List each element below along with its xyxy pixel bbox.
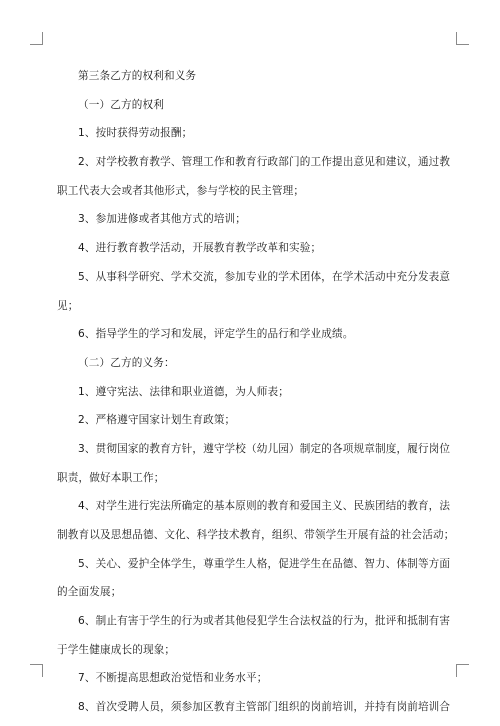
paragraph-line: 5、关心、爱护全体学生，尊重学生人格，促进学生在品德、智力、体制等方面 [78, 557, 451, 570]
paragraph-line: 1、遵守宪法、法律和职业道德，为人师表； [78, 385, 290, 398]
crop-mark-top-left [30, 32, 43, 45]
paragraph-line: 职工代表大会或者其他形式，参与学校的民主管理； [57, 184, 305, 197]
paragraph-line: 6、指导学生的学习和发展，评定学生的品行和学业成绩。 [78, 328, 354, 341]
paragraph-line: 3、参加进修或者其他方式的培训； [78, 213, 247, 226]
paragraph-line: 制教育以及思想品德、文化、科学技术教育，组织、带领学生开展有益的社会活动； [57, 529, 455, 541]
crop-mark-top-right [456, 32, 469, 45]
document-body [57, 66, 455, 726]
paragraph-line: 见； [57, 299, 79, 312]
paragraph-line: 6、制止有害于学生的行为或者其他侵犯学生合法权益的行为，批评和抵制有害 [78, 615, 451, 628]
paragraph-line: 4、对学生进行宪法所确定的基本原则的教育和爱国主义、民族团结的教育，法 [78, 500, 451, 513]
paragraph-line: 3、贯彻国家的教育方针，遵守学校（幼儿园）制定的各项规章制度，履行岗位 [78, 442, 451, 455]
paragraph-line: 4、进行教育教学活动，开展教育教学改革和实验； [78, 242, 322, 255]
paragraph-line: 2、对学校教育教学、管理工作和教育行政部门的工作提出意见和建议，通过教 [78, 156, 451, 169]
crop-mark-bottom-right [456, 664, 469, 677]
paragraph-line: 5、从事科学研究、学术交流，参加专业的学术团体，在学术活动中充分发表意 [78, 270, 451, 283]
paragraph-line: 8、首次受聘人员，须参加区教育主管部门组织的岗前培训，并持有岗前培训合 [78, 701, 451, 714]
paragraph-line: （二）乙方的义务： [78, 356, 175, 369]
paragraph-line: 的全面发展； [57, 586, 122, 599]
paragraph-line: 第三条乙方的权利和义务 [78, 70, 197, 82]
paragraph-line: 2、严格遵守国家计划生育政策； [78, 414, 236, 427]
paragraph-line: 1、按时获得劳动报酬； [78, 127, 193, 140]
paragraph-line: 7、不断提高思想政治觉悟和业务水平； [78, 672, 268, 685]
paragraph-line: 于学生健康成长的现象； [57, 643, 176, 656]
paragraph-line: （一）乙方的权利 [78, 98, 164, 111]
paragraph-line: 职责，做好本职工作； [57, 471, 165, 484]
crop-mark-bottom-left [30, 664, 43, 677]
